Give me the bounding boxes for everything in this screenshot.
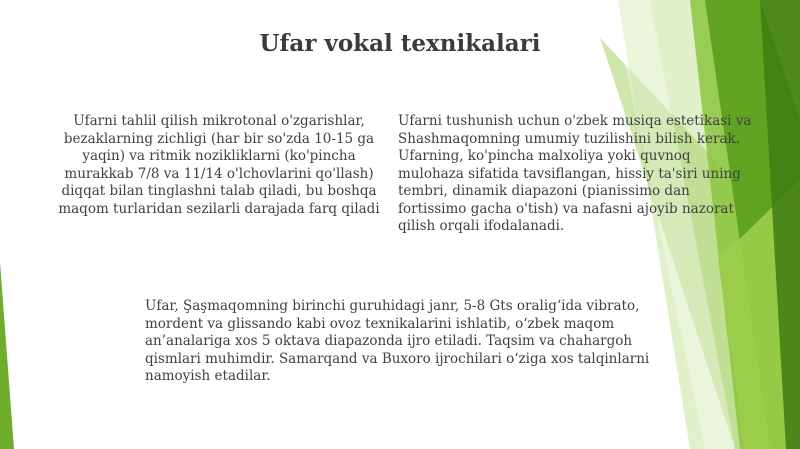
left-paragraph: Ufarni tahlil qilish mikrotonal o'zgarishlar, bezaklarning zichligi (har bir so'zda 10-15 ga yaqin) va ritmik noziklikl​arni (ko'pincha murakkab 7/8 va 11/14 o'lchovlarini qo'llash) diqqat bilan tinglashni talab qiladi, bu boshqa maqom turlaridan sezilarli darajada farq qiladi [58, 113, 380, 217]
right-paragraph: Ufarni tushunish uchun o'zbek musiqa estetikasi va Shashmaqomning umumiy tuzilishini bilish kerak. Ufarning, ko'pincha malxoliya yoki quvnoq mulohaza sifatida tavsiflangan, hissiy ta'siri uning tembri, dinamik diapazoni (pianissimo dan fortissimo gacha o'tish) va nafasni ajoyib nazorat qilish orqali ifodalanadi. [398, 113, 752, 234]
bottom-paragraph: Ufar, Şaşmaqomning birinchi guruhidagi janr, 5-8 Gts oralig‘ida vibrato, mordent va glissando kabi ovoz texnikalarini ishlatib, o‘zbek maqom an’analariga xos 5 oktava diapazonda ijro etiladi. Taqsim va chahargoh qismlari muhimdir. Samarqand va Buxoro ijrochilari o‘ziga xos talqinlarni namoyish etadilar. [145, 298, 650, 384]
slide-title: Ufar vokal texnikalari [259, 30, 541, 57]
left-accent-shape [0, 262, 14, 449]
